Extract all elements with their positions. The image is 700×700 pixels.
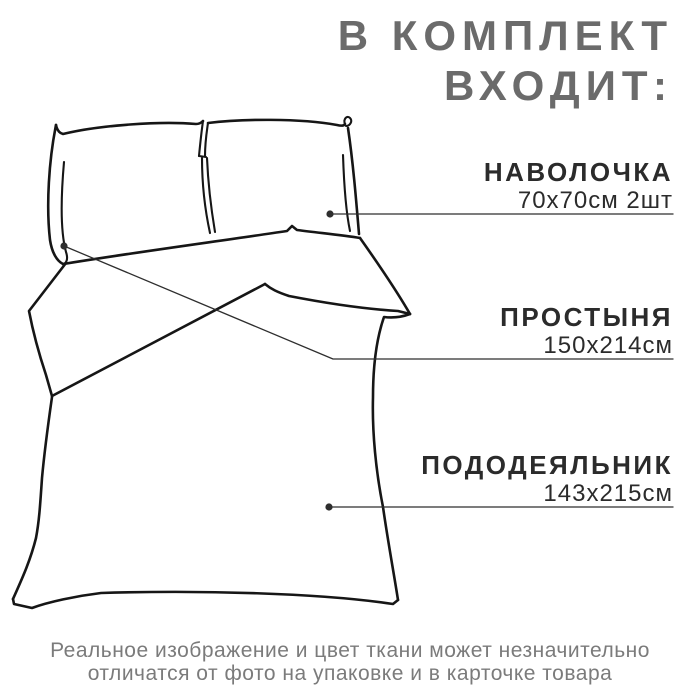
right-pillow-right-edge	[348, 128, 359, 234]
label-sheet-name: ПРОСТЫНЯ	[500, 302, 673, 332]
left-pillow	[48, 121, 203, 264]
page-title	[338, 11, 673, 111]
right-pillow	[208, 117, 359, 234]
seam-line-right	[205, 123, 208, 156]
duvet-left-edge	[13, 397, 52, 599]
seam-lower-left	[202, 158, 210, 233]
pointer-dot-duvet-cover	[325, 503, 332, 510]
label-duvet-cover-name: ПОДОДЕЯЛЬНИК	[421, 450, 673, 480]
pointer-dot-pillowcase	[326, 210, 333, 217]
duvet	[13, 284, 410, 608]
right-pillow-corner-curl	[344, 117, 351, 126]
pointer-dot-sheet	[60, 242, 67, 249]
disclaimer-line-1: Реальное изображение и цвет ткани может незначительно	[50, 639, 650, 662]
label-duvet-cover	[421, 450, 673, 506]
sheet-right-edge	[360, 238, 410, 314]
duvet-right-edge	[373, 314, 410, 600]
page-title-line-2: ВХОДИТ:	[444, 62, 673, 109]
sheet-back-edge	[63, 226, 360, 264]
right-pillow-gusset-line	[343, 155, 350, 231]
sheet-left-corner	[29, 263, 66, 396]
label-sheet	[500, 302, 673, 358]
duvet-fold-diagonal	[52, 284, 265, 396]
duvet-bottom-edge	[13, 592, 398, 608]
label-pillowcase	[484, 157, 673, 213]
label-duvet-cover-size: 143х215см	[543, 480, 673, 507]
page-title-line-1: В КОМПЛЕКТ	[337, 12, 673, 59]
disclaimer	[0, 639, 700, 685]
pillow-middle-seam	[199, 121, 215, 233]
label-pillowcase-name: НАВОЛОЧКА	[483, 157, 673, 187]
seam-crossbar	[199, 156, 206, 157]
left-pillow-top-edge	[56, 121, 203, 134]
disclaimer-line-2: отличатся от фото на упаковке и в карточке товара	[87, 662, 613, 685]
left-pillow-left-edge	[48, 125, 63, 264]
duvet-fold-top-right	[265, 284, 410, 314]
label-sheet-size: 150х214см	[543, 332, 673, 359]
right-pillow-top-edge	[208, 120, 345, 126]
label-pillowcase-size: 70х70см 2шт	[517, 187, 673, 214]
seam-line-left	[199, 121, 203, 156]
